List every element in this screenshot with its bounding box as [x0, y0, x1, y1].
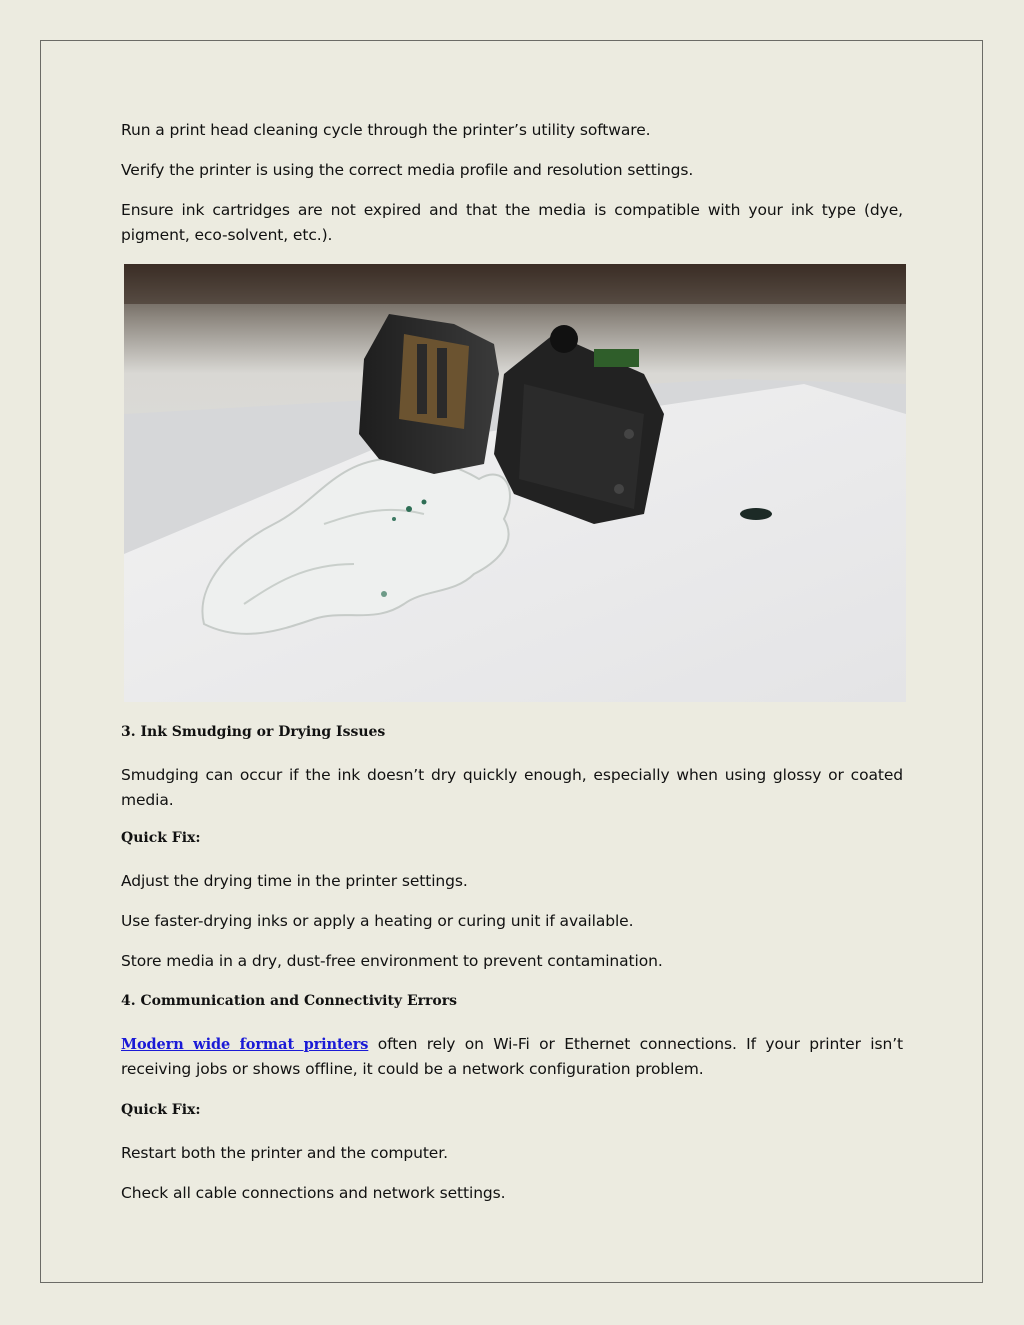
- section-4-fix-1: Restart both the printer and the computer.: [121, 1144, 448, 1162]
- section-4-heading: 4. Communication and Connectivity Errors: [121, 993, 457, 1009]
- section-3-quick-fix-label: Quick Fix:: [121, 830, 201, 846]
- section-4-fix-2: Check all cable connections and network settings.: [121, 1184, 506, 1202]
- intro-step-1: Run a print head cleaning cycle through the printer’s utility software.: [121, 121, 651, 139]
- section-4-quick-fix-label: Quick Fix:: [121, 1102, 201, 1118]
- print-head-photo: [124, 264, 906, 702]
- intro-step-2: Verify the printer is using the correct media profile and resolution settings.: [121, 161, 694, 179]
- section-3-body: Smudging can occur if the ink doesn’t dry quickly enough, especially when using glossy or coated media.: [121, 766, 903, 809]
- intro-step-3: Ensure ink cartridges are not expired and that the media is compatible with your ink type (dye, pigment, eco-solvent, etc.).: [121, 201, 903, 244]
- wide-format-printers-link[interactable]: Modern wide format printers: [121, 1036, 369, 1053]
- section-3-fix-2: Use faster-drying inks or apply a heating or curing unit if available.: [121, 912, 634, 930]
- section-3-heading: 3. Ink Smudging or Drying Issues: [121, 724, 386, 740]
- section-3-fix-3: Store media in a dry, dust-free environment to prevent contamination.: [121, 952, 663, 970]
- section-4-body: [121, 1032, 903, 1082]
- section-4-body-text: often rely on Wi-Fi or Ethernet connections. If your printer isn’t receiving jobs or shows offline, it could be a network configuration problem.: [121, 1035, 903, 1078]
- section-3-fix-1: Adjust the drying time in the printer settings.: [121, 872, 468, 890]
